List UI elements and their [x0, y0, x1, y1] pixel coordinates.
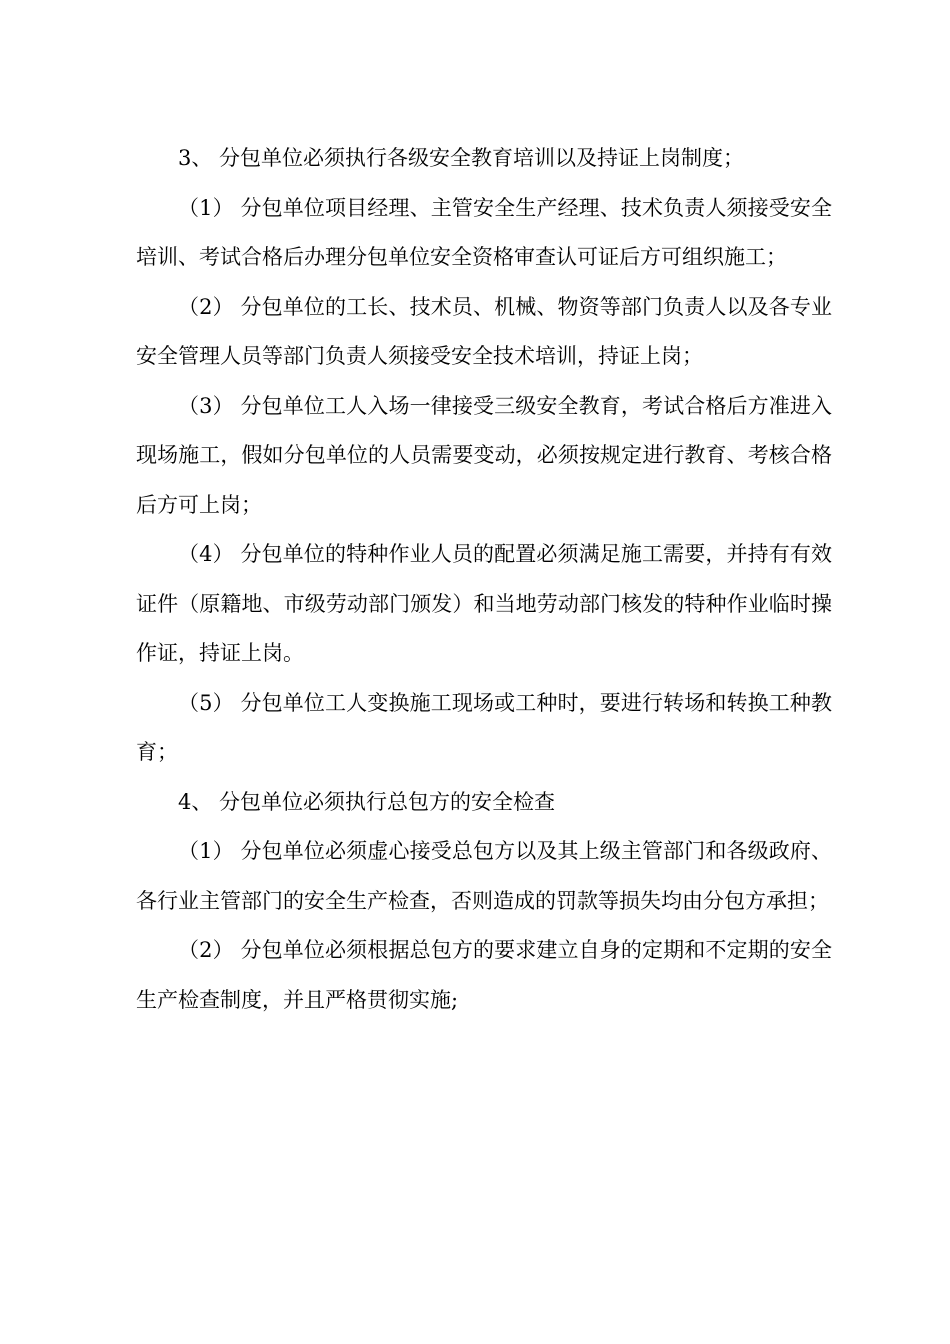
section-4-item-1: （1） 分包单位必须虚心接受总包方以及其上级主管部门和各级政府、各行业主管部门的安全生产检查，否则造成的罚款等损失均由分包方承担；	[136, 839, 832, 913]
section-3-item-4: （4） 分包单位的特种作业人员的配置必须满足施工需要，并持有有效证件（原籍地、市级劳动部门颁发）和当地劳动部门核发的特种作业临时操作证，持证上岗。	[136, 542, 832, 665]
section-heading-3: 3、 分包单位必须执行各级安全教育培训以及持证上岗制度；	[178, 146, 745, 170]
section-4-item-2: （2） 分包单位必须根据总包方的要求建立自身的定期和不定期的安全生产检查制度，并且严格贯彻实施;	[136, 938, 832, 1012]
document-body	[136, 134, 832, 1025]
section-heading-4: 4、 分包单位必须执行总包方的安全检查	[178, 789, 556, 814]
section-3-item-3: （3） 分包单位工人入场一律接受三级安全教育，考试合格后方准进入现场施工，假如分包单位的人员需要变动，必须按规定进行教育、考核合格后方可上岗；	[136, 393, 832, 517]
section-3-item-5: （5） 分包单位工人变换施工现场或工种时，要进行转场和转换工种教育；	[136, 690, 832, 764]
section-3-item-1: （1） 分包单位项目经理、主管安全生产经理、技术负责人须接受安全培训、考试合格后办理分包单位安全资格审查认可证后方可组织施工；	[136, 195, 832, 269]
section-3-item-2: （2） 分包单位的工长、技术员、机械、物资等部门负责人以及各专业安全管理人员等部门负责人须接受安全技术培训，持证上岗；	[136, 294, 832, 368]
